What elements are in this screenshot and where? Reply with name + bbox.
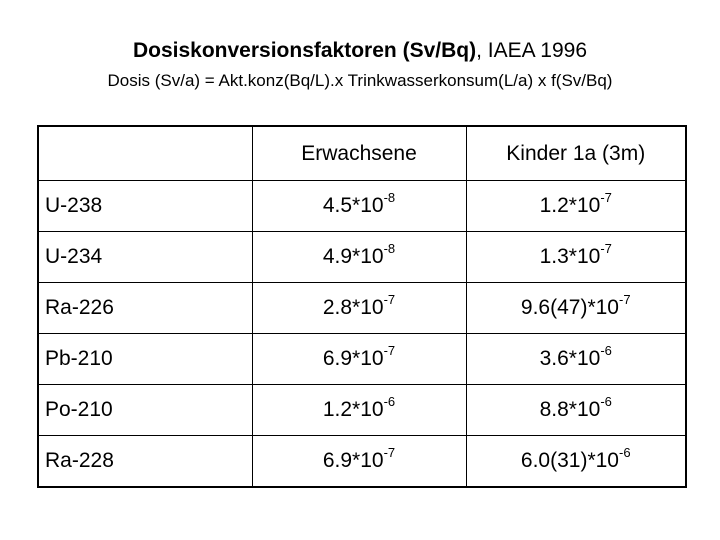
child-value-cell [466, 283, 686, 334]
value-exponent: -7 [600, 241, 612, 256]
adult-value-cell [252, 232, 466, 283]
value-base: 6.9*10 [322, 347, 384, 370]
nuclide-cell: Po-210 [38, 385, 252, 436]
dose-factor-table [37, 125, 687, 488]
value-base: 6.0(31)*10 [520, 449, 619, 472]
table-row [38, 181, 686, 232]
value-base: 2.8*10 [322, 296, 384, 319]
table-row [38, 436, 686, 488]
page-title [0, 38, 720, 64]
adult-value-cell [252, 436, 466, 488]
value-base: 4.5*10 [322, 194, 384, 217]
header-cell-empty [38, 126, 252, 181]
table-row [38, 232, 686, 283]
child-value-cell [466, 385, 686, 436]
value-base: 9.6(47)*10 [520, 296, 619, 319]
value-exponent: -6 [600, 343, 612, 358]
value-exponent: -7 [383, 445, 396, 460]
value-base: 6.9*10 [322, 449, 384, 472]
child-value-cell [466, 181, 686, 232]
nuclide-cell: Ra-226 [38, 283, 252, 334]
title-bold: Dosiskonversionsfaktoren (Sv/Bq) [132, 39, 477, 62]
table-row [38, 334, 686, 385]
value-exponent: -8 [383, 190, 396, 205]
adult-value-cell [252, 181, 466, 232]
header-cell-children: Kinder 1a (3m) [466, 126, 686, 181]
nuclide-cell: Pb-210 [38, 334, 252, 385]
adult-value-cell [252, 385, 466, 436]
value-base: 1.2*10 [539, 194, 601, 217]
adult-value-cell [252, 283, 466, 334]
title-rest: , IAEA 1996 [476, 39, 587, 62]
table-row [38, 283, 686, 334]
nuclide-cell: Ra-228 [38, 436, 252, 488]
table-header-row [38, 126, 686, 181]
value-exponent: -7 [600, 190, 612, 205]
value-exponent: -8 [383, 241, 396, 256]
value-base: 3.6*10 [539, 347, 601, 370]
table-row [38, 385, 686, 436]
child-value-cell [466, 232, 686, 283]
nuclide-cell: U-238 [38, 181, 252, 232]
value-base: 8.8*10 [539, 398, 601, 421]
header-cell-adults: Erwachsene [252, 126, 466, 181]
value-exponent: -7 [619, 292, 631, 307]
value-exponent: -7 [383, 343, 396, 358]
value-base: 4.9*10 [322, 245, 384, 268]
value-base: 1.3*10 [539, 245, 601, 268]
adult-value-cell [252, 334, 466, 385]
value-base: 1.2*10 [322, 398, 384, 421]
value-exponent: -7 [383, 292, 396, 307]
child-value-cell [466, 334, 686, 385]
value-exponent: -6 [600, 394, 612, 409]
page-subtitle: Dosis (Sv/a) = Akt.konz(Bq/L).x Trinkwasserkonsum(L/a) x f(Sv/Bq) [107, 71, 613, 90]
value-exponent: -6 [619, 445, 631, 460]
child-value-cell [466, 436, 686, 488]
nuclide-cell: U-234 [38, 232, 252, 283]
value-exponent: -6 [383, 394, 396, 409]
